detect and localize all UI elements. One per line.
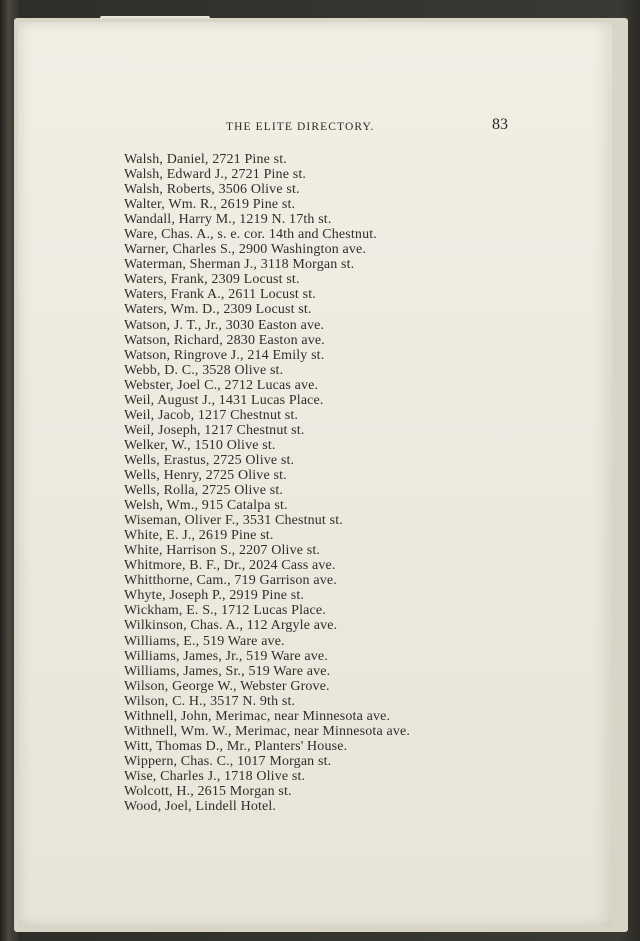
directory-entry: Wickham, E. S., 1712 Lucas Place. — [124, 603, 326, 619]
directory-entry: Wilson, C. H., 3517 N. 9th st. — [124, 693, 296, 709]
directory-entry: Weil, August J., 1431 Lucas Place. — [124, 392, 324, 408]
directory-entry: Weil, Jacob, 1217 Chestnut st. — [124, 407, 299, 423]
directory-entry: Walsh, Roberts, 3506 Olive st. — [124, 182, 300, 198]
directory-entry: Whitmore, B. F., Dr., 2024 Cass ave. — [124, 558, 336, 574]
directory-entry: Welsh, Wm., 915 Catalpa st. — [124, 498, 288, 514]
directory-entry: Waterman, Sherman J., 3118 Morgan st. — [124, 257, 355, 273]
directory-entry: Wiseman, Oliver F., 3531 Chestnut st. — [124, 513, 343, 529]
directory-entry: White, Harrison S., 2207 Olive st. — [124, 543, 321, 559]
directory-entry: Withnell, John, Merimac, near Minnesota ave. — [124, 708, 391, 724]
directory-entry: Webster, Joel C., 2712 Lucas ave. — [124, 377, 319, 393]
directory-entry: Waters, Wm. D., 2309 Locust st. — [124, 302, 312, 318]
directory-entry: Weil, Joseph, 1217 Chestnut st. — [124, 422, 305, 438]
directory-entry: Watson, Ringrove J., 214 Emily st. — [124, 347, 325, 363]
directory-entry: Wolcott, H., 2615 Morgan st. — [124, 783, 292, 799]
directory-entry: Wells, Henry, 2725 Olive st. — [124, 467, 287, 483]
directory-entry: Whitthorne, Cam., 719 Garrison ave. — [124, 573, 337, 589]
directory-entry: Wandall, Harry M., 1219 N. 17th st. — [124, 212, 332, 228]
directory-entry: Withnell, Wm. W., Merimac, near Minnesota ave. — [124, 723, 411, 739]
directory-entry: Wilkinson, Chas. A., 112 Argyle ave. — [124, 618, 338, 634]
directory-entry: Wells, Rolla, 2725 Olive st. — [124, 483, 284, 499]
directory-entry: White, E. J., 2619 Pine st. — [124, 528, 274, 544]
directory-entry: Wood, Joel, Lindell Hotel. — [124, 799, 277, 815]
directory-entry: Webb, D. C., 3528 Olive st. — [124, 362, 284, 378]
directory-entry: Waters, Frank A., 2611 Locust st. — [124, 287, 316, 303]
directory-entry: Whyte, Joseph P., 2919 Pine st. — [124, 588, 305, 604]
directory-entry: Walter, Wm. R., 2619 Pine st. — [124, 197, 296, 213]
directory-entry: Ware, Chas. A., s. e. cor. 14th and Chestnut. — [124, 227, 377, 243]
directory-entry: Warner, Charles S., 2900 Washington ave. — [124, 242, 367, 258]
directory-entry: Welker, W., 1510 Olive st. — [124, 437, 276, 453]
page-number: 83 — [492, 116, 508, 133]
directory-entry: Witt, Thomas D., Mr., Planters' House. — [124, 738, 348, 754]
directory-entry: Wise, Charles J., 1718 Olive st. — [124, 768, 306, 784]
directory-entry: Watson, Richard, 2830 Easton ave. — [124, 332, 325, 348]
directory-entry: Williams, E., 519 Ware ave. — [124, 633, 285, 649]
directory-entry: Walsh, Edward J., 2721 Pine st. — [124, 167, 307, 183]
directory-entry: Wells, Erastus, 2725 Olive st. — [124, 452, 295, 468]
directory-entry: Williams, James, Sr., 519 Ware ave. — [124, 663, 331, 679]
directory-entry: Williams, James, Jr., 519 Ware ave. — [124, 648, 328, 664]
directory-entry: Wilson, George W., Webster Grove. — [124, 678, 330, 694]
directory-entry: Walsh, Daniel, 2721 Pine st. — [124, 152, 287, 167]
directory-entry-list — [124, 152, 410, 814]
directory-entry: Waters, Frank, 2309 Locust st. — [124, 272, 300, 288]
directory-entry: Watson, J. T., Jr., 3030 Easton ave. — [124, 317, 325, 333]
running-header: THE ELITE DIRECTORY. — [226, 121, 375, 133]
directory-entry: Wippern, Chas. C., 1017 Morgan st. — [124, 753, 332, 769]
